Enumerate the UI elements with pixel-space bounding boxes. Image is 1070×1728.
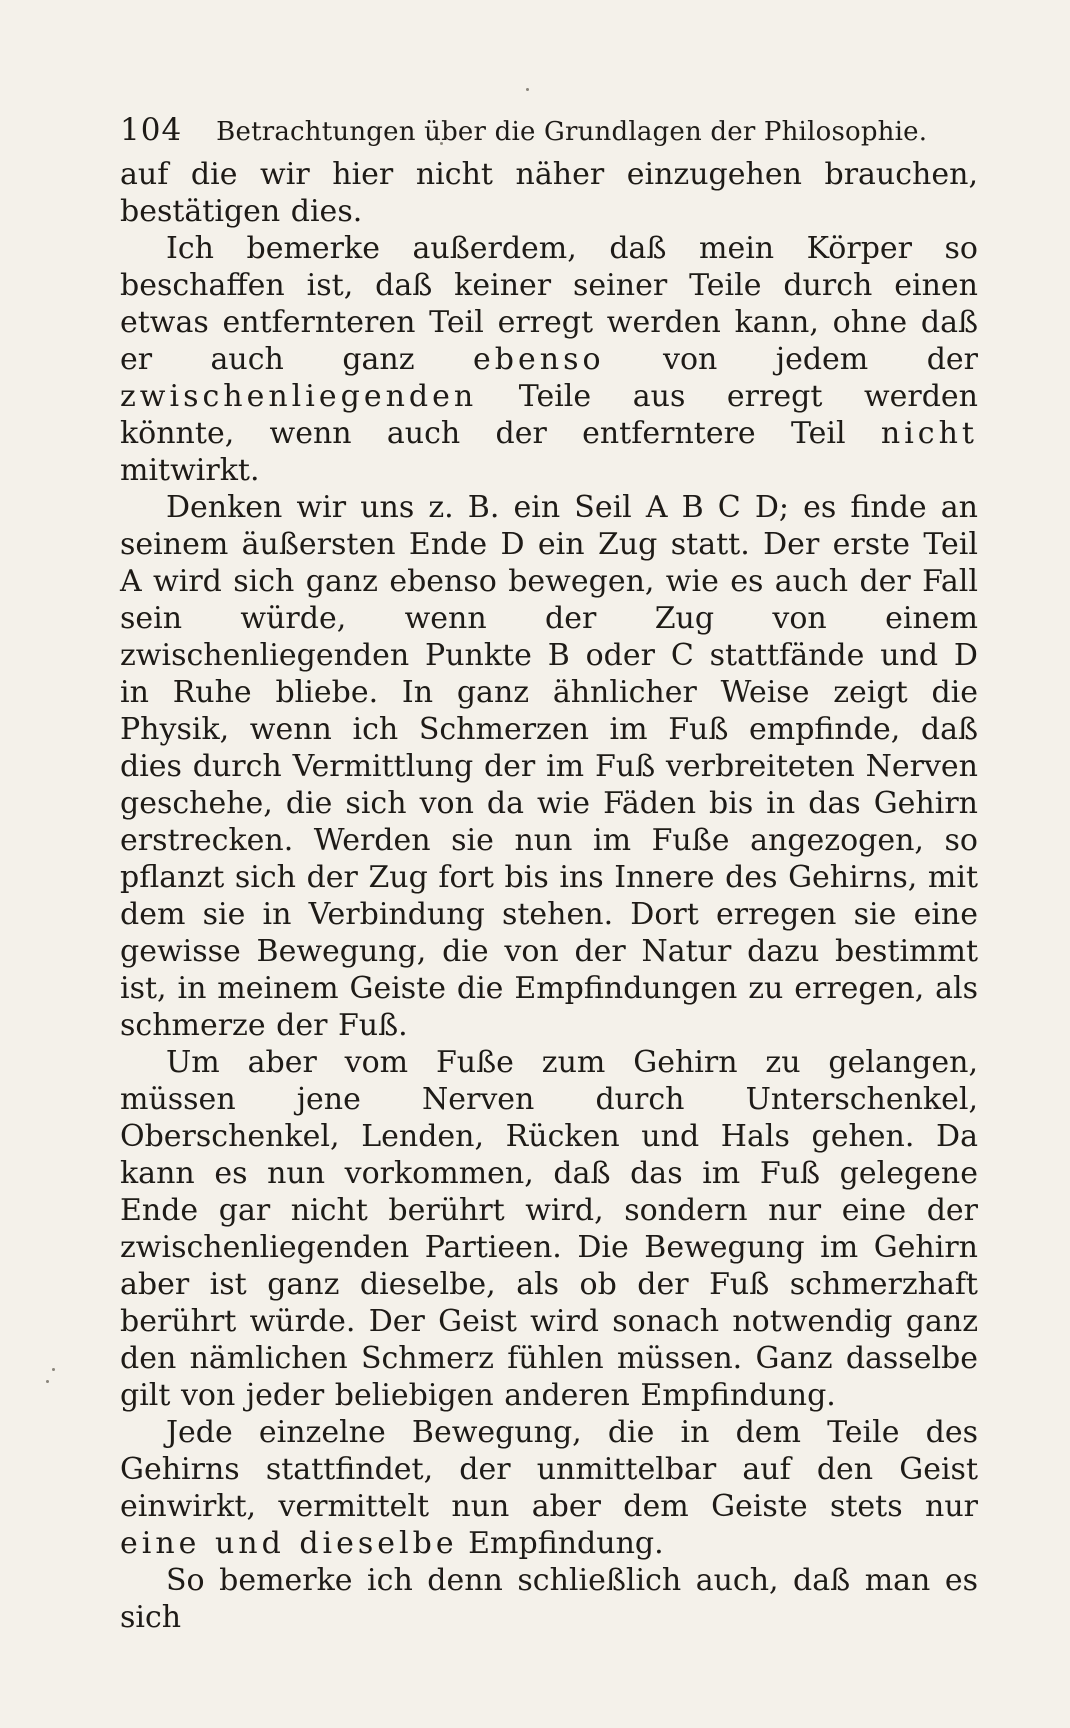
paragraph-text: Empfindung.	[468, 1526, 664, 1561]
running-head	[120, 112, 978, 150]
running-title: Betrachtungen über die Grundlagen der Philosophie.	[216, 117, 928, 147]
paragraph-text: Teile aus erregt werden könnte, wenn auch der entferntere Teil	[120, 379, 979, 451]
paragraph-text: Jede einzelne Bewegung, die in dem Teile des Gehirns stattfindet, der unmittelbar auf den Geist einwirkt, vermittelt nun aber dem Geiste stets nur	[120, 1415, 978, 1524]
emphasis-text: ebenso	[473, 342, 605, 377]
paragraph-final: So bemerke ich denn schließlich auch, daß man es sich	[120, 1563, 978, 1635]
paragraph-rope-example: Denken wir uns z. B. ein Seil A B C D; es finde an seinem äußersten Ende D ein Zug statt. Der erste Teil A wird sich ganz ebenso bewegen, wie es auch der Fall sein würde, wenn der Zug von einem zwischenliegenden Punkte B oder C stattfände und D in Ruhe bliebe. In ganz ähnlicher Weise zeigt die Physik, wenn ich Schmerzen im Fuß empfinde, daß dies durch Vermittlung der im Fuß verbreiteten Nerven geschehe, die sich von da wie Fäden bis in das Gehirn erstrecken. Werden sie nun im Fuße angezogen, so pflanzt sich der Zug fort bis ins Innere des Gehirns, mit dem sie in Verbindung stehen. Dort erregen sie eine gewisse Bewegung, die von der Natur dazu bestimmt ist, in meinem Geiste die Empfindungen zu erregen, als schmerze der Fuß.	[120, 490, 978, 1043]
emphasis-text: zwischenliegenden	[120, 379, 478, 414]
paper-speck	[46, 1380, 49, 1383]
emphasis-text: nicht	[880, 416, 978, 451]
paragraph-nerves: Um aber vom Fuße zum Gehirn zu gelangen, müssen jene Nerven durch Unterschenkel, Oberschenkel, Lenden, Rücken und Hals gehen. Da kann es nun vorkommen, daß das im Fuß gelegene Ende gar nicht berührt wird, sondern nur eine der zwischenliegenden Partieen. Die Bewegung im Gehirn aber ist ganz dieselbe, als ob der Fuß schmerzhaft berührt würde. Der Geist wird sonach notwendig ganz den nämlichen Schmerz fühlen müssen. Ganz dasselbe gilt von jeder beliebigen anderen Empfindung.	[120, 1045, 978, 1413]
paragraph-text: Ich bemerke außerdem, daß mein Körper so beschaffen ist, daß keiner seiner Teile durch einen etwas entfernteren Teil erregt werden kann, ohne daß er auch ganz	[120, 231, 978, 377]
page-number: 104	[120, 112, 183, 148]
paper-speck	[526, 88, 529, 91]
paragraph-continuation: auf die wir hier nicht näher einzugehen brauchen, bestätigen dies.	[120, 157, 978, 229]
paragraph-text: mitwirkt.	[120, 453, 260, 488]
emphasis-text: eine und dieselbe	[120, 1526, 458, 1561]
paper-speck	[52, 1368, 55, 1371]
paragraph-body-parts	[120, 230, 978, 489]
book-page	[120, 112, 978, 1636]
paragraph-text: von jedem der	[663, 342, 979, 377]
paragraph-brain-motion	[120, 1414, 978, 1562]
